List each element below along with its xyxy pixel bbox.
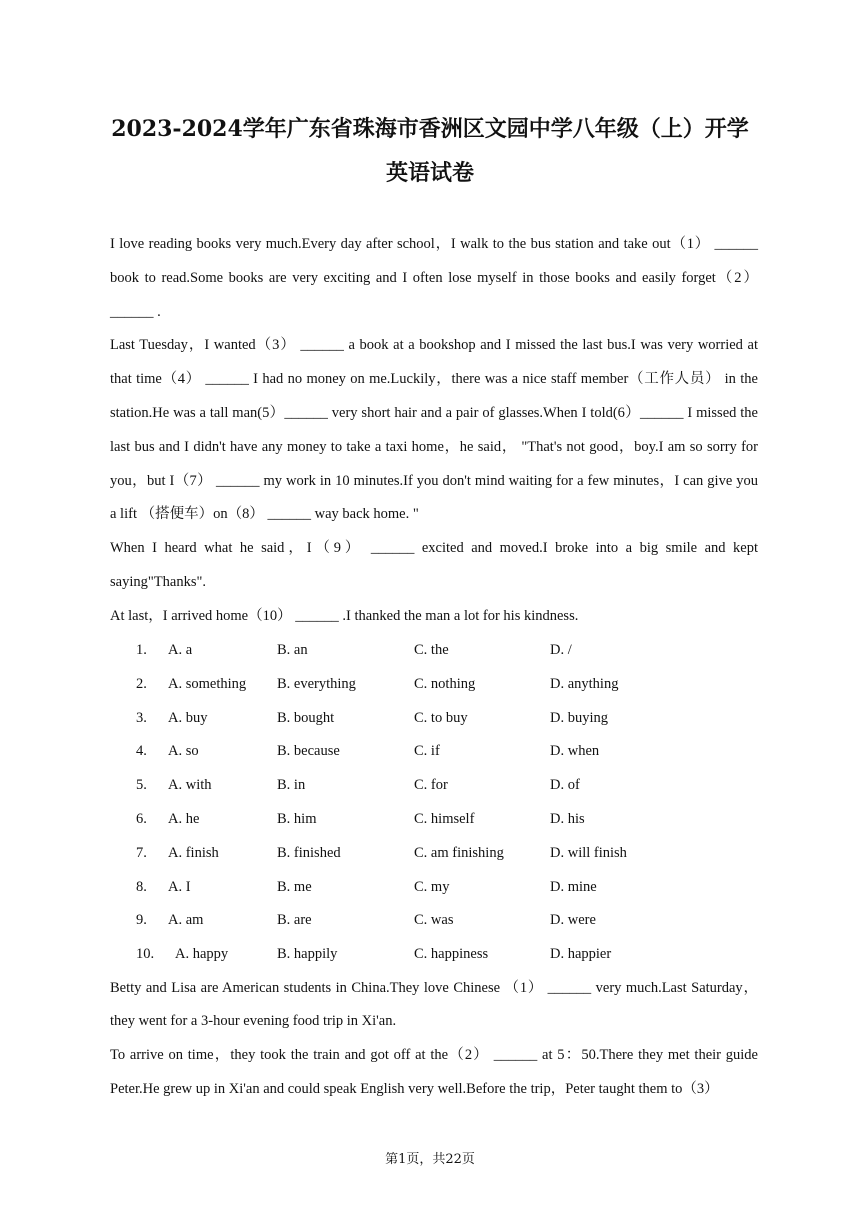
passage-1-paragraph: Last Tuesday，I wanted（3） ______ a book at a bookshop and I missed the last bus.I was very worried at that time（4） ______ I had no money on me.Luckily，there was a nice staff member（工作人员） in the station.He was a tall man(5）______ very short hair and a pair of glasses.When I told(6）______ I missed the last bus and I didn't have any money to take a taxi home，he said， "That's not good，boy.I am so sorry for you，but I（7） ______ my work in 10 minutes.If you don't mind waiting for a few minutes，I can give you a lift （搭便车）on（8） ______ way back home. " <box>110 337 758 523</box>
option-c: C. for <box>414 777 448 794</box>
option-row <box>110 803 758 837</box>
question-number: 2. <box>136 675 147 692</box>
question-number: 3. <box>136 709 147 726</box>
passage-1-paragraph: I love reading books very much.Every day after school，I walk to the bus station and take out（1） ______ book to read.Some books are very exciting and I often lose myself in those books and easily forget（2） ______ . <box>110 236 758 320</box>
question-number: 1. <box>136 641 147 658</box>
options-list <box>110 634 758 972</box>
option-d: D. were <box>550 912 596 929</box>
option-c: C. my <box>414 878 450 895</box>
question-number: 10. <box>136 946 155 963</box>
option-d: D. his <box>550 810 585 827</box>
page-footer: 第1页，共22页 <box>385 1152 475 1167</box>
option-d: D. buying <box>550 709 608 726</box>
option-row <box>110 938 758 972</box>
option-a: A. something <box>168 675 247 692</box>
option-b: B. me <box>277 878 312 895</box>
document-body <box>110 228 758 1107</box>
option-d: D. anything <box>550 675 619 692</box>
option-c: C. the <box>414 641 449 658</box>
option-b: B. because <box>277 743 340 760</box>
option-row <box>110 735 758 769</box>
question-number: 6. <box>136 810 147 827</box>
option-c: C. himself <box>414 810 475 827</box>
option-row <box>110 870 758 904</box>
question-number: 7. <box>136 844 147 861</box>
question-number: 4. <box>136 743 147 760</box>
option-d: D. mine <box>550 878 597 895</box>
page-subtitle: 英语试卷 <box>385 160 474 186</box>
option-row <box>110 769 758 803</box>
option-a: A. am <box>168 912 204 929</box>
question-number: 9. <box>136 912 147 929</box>
passage-1-paragraph: When I heard what he said，I（9） ______ excited and moved.I broke into a big smile and kept saying"Thanks". <box>110 540 758 590</box>
option-d: D. / <box>550 641 572 658</box>
option-d: D. happier <box>550 946 612 963</box>
option-row <box>110 836 758 870</box>
option-d: D. will finish <box>550 844 627 861</box>
page-title: 2023-2024学年广东省珠海市香洲区文园中学八年级（上）开学 <box>111 116 749 142</box>
option-b: B. everything <box>277 675 356 692</box>
question-number: 8. <box>136 878 147 895</box>
option-c: C. happiness <box>414 946 489 963</box>
passage-2-paragraph: Betty and Lisa are American students in China.They love Chinese （1） ______ very much.Last Saturday，they went for a 3-hour evening food trip in Xi'an. <box>110 979 758 1030</box>
option-c: C. if <box>414 743 440 760</box>
option-b: B. finished <box>277 844 341 861</box>
option-row <box>110 667 758 701</box>
option-a: A. with <box>168 777 212 794</box>
passage-1-paragraph: At last，I arrived home（10） ______ .I thanked the man a lot for his kindness. <box>110 607 579 624</box>
option-c: C. was <box>414 912 454 929</box>
option-b: B. are <box>277 912 312 929</box>
option-row <box>110 904 758 938</box>
option-c: C. to buy <box>414 709 468 726</box>
option-a: A. buy <box>168 709 208 726</box>
option-row <box>110 701 758 735</box>
option-a: A. so <box>168 743 199 760</box>
passage-1 <box>110 228 758 634</box>
option-c: C. nothing <box>414 675 476 692</box>
option-b: B. bought <box>277 709 335 726</box>
passage-2 <box>110 972 758 1107</box>
option-a: A. I <box>168 878 191 895</box>
option-d: D. of <box>550 777 580 794</box>
option-c: C. am finishing <box>414 844 504 861</box>
option-row <box>110 634 758 668</box>
option-d: D. when <box>550 743 600 760</box>
option-a: A. finish <box>168 844 219 861</box>
option-a: A. happy <box>175 946 229 963</box>
option-b: B. happily <box>277 946 338 963</box>
option-a: A. a <box>168 641 193 658</box>
option-b: B. him <box>277 810 317 827</box>
option-a: A. he <box>168 810 200 827</box>
option-b: B. in <box>277 777 306 794</box>
question-number: 5. <box>136 777 147 794</box>
passage-2-paragraph: To arrive on time，they took the train and got off at the（2） ______ at 5：50.There they met their guide Peter.He grew up in Xi'an and could speak English very well.Before the trip，Peter taught them to（3） <box>110 1047 758 1097</box>
option-b: B. an <box>277 641 308 658</box>
